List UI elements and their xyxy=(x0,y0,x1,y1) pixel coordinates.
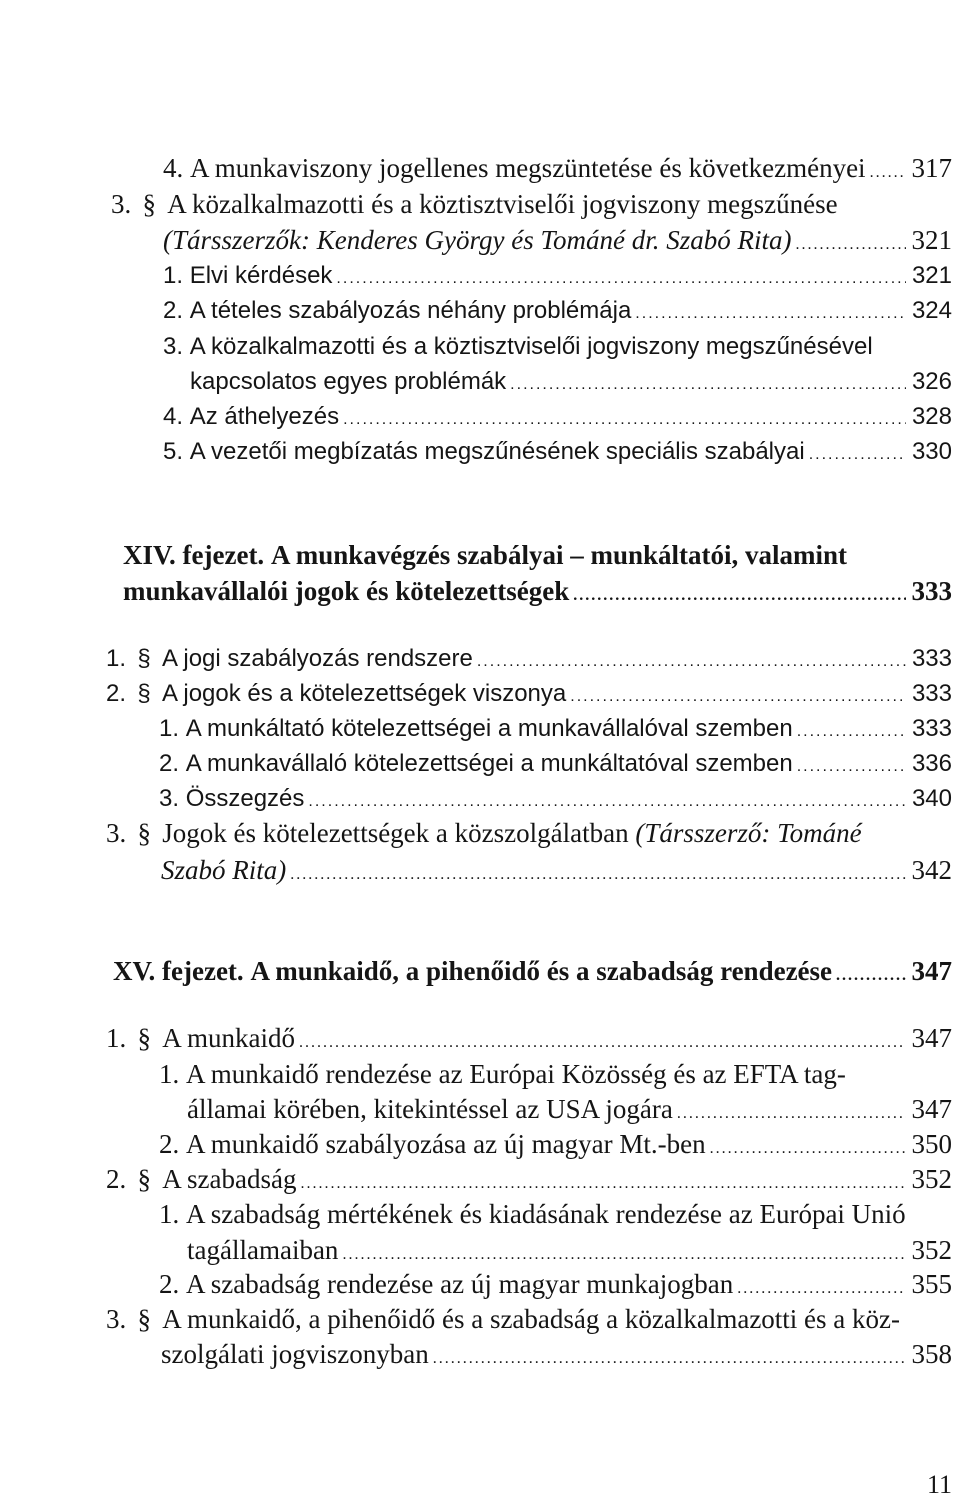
entry-page: 333 xyxy=(911,680,952,707)
chapter-title: A munkaidő, a pihenőidő és a szabadság rendezése xyxy=(250,956,833,986)
entry-number: 3. xyxy=(159,785,180,812)
toc-entry-continuation xyxy=(187,1093,952,1130)
entry-title: A szabadság mértékének és kiadásának rendezése az Európai Unió xyxy=(186,1199,906,1229)
entry-title: A munkaidő rendezése az Európai Közösség és az EFTA tag- xyxy=(186,1059,846,1089)
toc-entry xyxy=(159,1198,952,1230)
chapter-heading xyxy=(123,539,952,571)
section-symbol: § xyxy=(137,1164,151,1194)
entry-number: 1. xyxy=(159,715,180,742)
entry-authors: (Társszerző: Tománé xyxy=(635,818,862,848)
entry-number: 1. xyxy=(159,1059,180,1089)
entry-page: 321 xyxy=(911,225,952,255)
toc-entry xyxy=(106,1022,952,1059)
entry-number: 1. xyxy=(106,1023,127,1053)
chapter-title: A munkavégzés szabályai – munkáltatói, valamint xyxy=(270,540,847,570)
entry-page: 324 xyxy=(911,297,952,324)
toc-entry xyxy=(163,152,952,189)
entry-page: 333 xyxy=(911,645,952,672)
leader-dots xyxy=(870,152,906,189)
entry-title: A vezetői megbízatás megszűnésének speciális szabályai xyxy=(189,438,805,465)
toc-entry xyxy=(159,748,952,783)
chapter-title: munkavállalói jogok és kötelezettségek xyxy=(123,576,570,606)
leader-dots xyxy=(299,1022,906,1059)
toc-entry-continuation xyxy=(190,366,952,401)
toc-entry xyxy=(106,817,952,849)
toc-entry xyxy=(106,1163,952,1200)
toc-entry xyxy=(106,1303,952,1335)
entry-number: 3. xyxy=(163,333,184,360)
entry-number: 1. xyxy=(159,1199,180,1229)
entry-page: 347 xyxy=(911,1023,952,1053)
chapter-page: 347 xyxy=(911,956,952,986)
chapter-label: XV. fejezet. xyxy=(113,956,244,986)
toc-entry xyxy=(159,1128,952,1165)
entry-title: A munkaidő, a pihenőidő és a szabadság a közalkalmazotti és a köz- xyxy=(162,1304,901,1334)
leader-dots xyxy=(710,1128,906,1165)
toc-entry xyxy=(106,643,952,678)
leader-dots xyxy=(809,436,906,471)
entry-page: 352 xyxy=(911,1235,952,1265)
entry-title: A szabadság rendezése az új magyar munkajogban xyxy=(186,1269,734,1299)
toc-entry xyxy=(159,1268,952,1305)
toc-entry xyxy=(159,1058,952,1090)
entry-number: 2. xyxy=(159,750,180,777)
entry-number: 2. xyxy=(159,1129,180,1159)
entry-page: 355 xyxy=(911,1269,952,1299)
entry-page: 321 xyxy=(911,262,952,289)
toc-entry xyxy=(159,783,952,818)
leader-dots xyxy=(510,366,906,401)
entry-number: 2. xyxy=(106,1164,127,1194)
entry-page: 352 xyxy=(911,1164,952,1194)
entry-title: államai körében, kitekintéssel az USA jogára xyxy=(187,1094,673,1124)
toc-entry xyxy=(106,678,952,713)
entry-title: A munkaidő xyxy=(162,1023,295,1053)
entry-title: tagállamaiban xyxy=(187,1235,339,1265)
entry-page: 336 xyxy=(911,750,952,777)
entry-title: A munkaviszony jogellenes megszüntetése és következményei xyxy=(190,153,866,183)
entry-number: 2. xyxy=(163,297,184,324)
entry-authors: Szabó Rita) xyxy=(161,855,287,885)
entry-page: 333 xyxy=(911,715,952,742)
entry-page: 358 xyxy=(911,1339,952,1369)
entry-number: 2. xyxy=(106,680,127,707)
toc-entry xyxy=(163,436,952,471)
toc-entry xyxy=(163,295,952,330)
entry-title: A közalkalmazotti és a köztisztviselői jogviszony megszűnése xyxy=(167,189,838,219)
entry-page: 350 xyxy=(911,1129,952,1159)
leader-dots xyxy=(433,1338,906,1375)
leader-dots xyxy=(477,643,906,678)
section-symbol: § xyxy=(137,818,151,848)
leader-dots xyxy=(836,955,905,992)
entry-number: 1. xyxy=(106,645,127,672)
entry-title: A közalkalmazotti és a köztisztviselői jogviszony megszűnésével xyxy=(189,333,873,360)
entry-page: 342 xyxy=(911,855,952,885)
leader-dots xyxy=(737,1268,905,1305)
entry-number: 1. xyxy=(163,262,184,289)
leader-dots xyxy=(336,260,906,295)
leader-dots xyxy=(342,1234,905,1271)
leader-dots xyxy=(795,224,905,261)
entry-authors: (Társszerzők: Kenderes György és Tománé dr. Szabó Rita) xyxy=(163,225,792,255)
leader-dots xyxy=(300,1163,905,1200)
section-symbol: § xyxy=(142,189,156,219)
section-symbol: § xyxy=(137,1304,151,1334)
leader-dots xyxy=(635,295,906,330)
leader-dots xyxy=(343,401,906,436)
entry-title: Jogok és kötelezettségek a közszolgálatban xyxy=(162,818,629,848)
entry-title: A szabadság xyxy=(162,1164,297,1194)
entry-page: 340 xyxy=(911,785,952,812)
toc-entry-continuation xyxy=(161,854,952,891)
entry-title: A munkaidő szabályozása az új magyar Mt.-ben xyxy=(186,1129,706,1159)
toc-entry xyxy=(163,401,952,436)
toc-entry xyxy=(163,331,952,363)
chapter-label: XIV. fejezet. xyxy=(123,540,265,570)
chapter-heading-continuation xyxy=(123,575,952,612)
leader-dots xyxy=(570,678,906,713)
section-symbol: § xyxy=(137,645,151,672)
leader-dots xyxy=(797,748,906,783)
entry-number: 4. xyxy=(163,403,184,430)
entry-page: 347 xyxy=(911,1094,952,1124)
entry-title: A jogok és a kötelezettségek viszonya xyxy=(162,680,567,707)
toc-entry-continuation xyxy=(161,1338,952,1375)
entry-title: A tételes szabályozás néhány problémája xyxy=(189,297,632,324)
leader-dots xyxy=(290,854,905,891)
toc-entry xyxy=(163,260,952,295)
section-symbol: § xyxy=(137,680,151,707)
entry-title: A munkavállaló kötelezettségei a munkáltatóval szemben xyxy=(185,750,793,777)
entry-page: 328 xyxy=(911,403,952,430)
entry-number: 2. xyxy=(159,1269,180,1299)
entry-number: 4. xyxy=(163,153,184,183)
leader-dots xyxy=(573,575,905,612)
leader-dots xyxy=(677,1093,906,1130)
entry-title: Az áthelyezés xyxy=(189,403,340,430)
entry-number: 5. xyxy=(163,438,184,465)
entry-title: szolgálati jogviszonyban xyxy=(161,1339,429,1369)
entry-title: A jogi szabályozás rendszere xyxy=(162,645,473,672)
toc-entry-continuation xyxy=(163,224,952,261)
entry-title: kapcsolatos egyes problémák xyxy=(190,368,507,395)
entry-page: 330 xyxy=(911,438,952,465)
page-number: 11 xyxy=(926,1470,952,1499)
toc-entry-continuation xyxy=(187,1234,952,1271)
toc-entry xyxy=(111,188,952,220)
entry-title: Összegzés xyxy=(185,785,305,812)
leader-dots xyxy=(797,713,906,748)
chapter-page: 333 xyxy=(911,576,952,606)
entry-number: 3. xyxy=(111,189,132,219)
chapter-heading xyxy=(113,955,952,992)
entry-page: 317 xyxy=(911,153,952,183)
leader-dots xyxy=(308,783,906,818)
entry-title: Elvi kérdések xyxy=(189,262,333,289)
entry-number: 3. xyxy=(106,1304,127,1334)
toc-entry xyxy=(159,713,952,748)
section-symbol: § xyxy=(137,1023,151,1053)
entry-number: 3. xyxy=(106,818,127,848)
entry-title: A munkáltató kötelezettségei a munkavállalóval szemben xyxy=(185,715,793,742)
entry-page: 326 xyxy=(911,368,952,395)
